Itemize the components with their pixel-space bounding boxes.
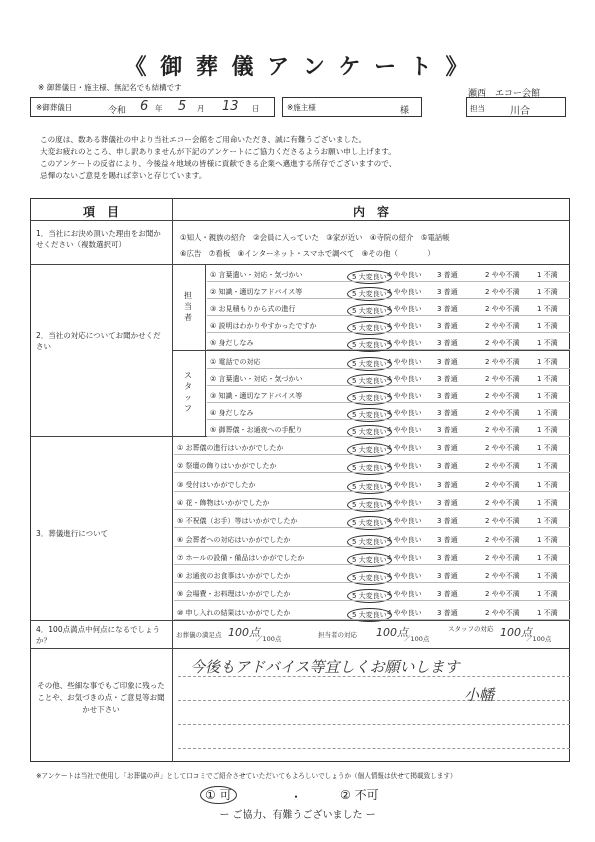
rating-item-label: ④ 身だしなみ (210, 409, 254, 417)
rating-item-label: ② 祭壇の飾りはいかがでしたか (177, 462, 277, 471)
rating-option[interactable]: 3 普通 (437, 358, 458, 366)
rating-option[interactable]: 2 やや不満 (485, 375, 520, 383)
rating-item-label: ③ お見積もりから式の進行 (210, 305, 296, 313)
rating-option[interactable]: 1 不満 (537, 375, 558, 383)
rating-option[interactable]: 3 普通 (437, 426, 458, 434)
rating-option[interactable]: 3 普通 (437, 339, 458, 347)
sponsor-label: ※施主様 (287, 103, 316, 112)
q1-options-1: ①知人・親族の紹介 ②会員に入っていた ③家が近い ④寺院の紹介 ⑤電話帳 (180, 233, 450, 242)
day-unit: 日 (252, 104, 260, 113)
rating-option[interactable]: 3 普通 (437, 517, 458, 526)
rating-option[interactable]: 3 普通 (437, 288, 458, 296)
content-header: 内 容 (352, 205, 389, 219)
date-label: ※御葬儀日 (36, 103, 73, 112)
rating-option[interactable]: 1 不満 (537, 339, 558, 347)
q5-label: その他、些細な事でもご印象に残ったことや、お気づきの点・ご意見等お聞かせ下さい (37, 681, 165, 714)
consent-separator: ・ (290, 790, 303, 804)
rating-option[interactable]: 4 やや良い (387, 535, 422, 544)
rating-option[interactable]: 3 普通 (437, 322, 458, 330)
q4-label: 4．100点満点中何点になるでしょうか？ (36, 625, 161, 645)
rating-option[interactable]: 4 やや良い (387, 590, 422, 599)
rating-option[interactable]: 1 不満 (537, 462, 558, 471)
rating-option[interactable]: 5 大変良い (347, 357, 392, 371)
rating-option[interactable]: 1 不満 (537, 358, 558, 366)
rating-option[interactable]: 4 やや良い (387, 572, 422, 581)
intro-line: この度は、数ある葬儀社の中より当社エコー会館をご用命いただき、誠に有難うございました。 (40, 135, 367, 144)
rating-item-label: ⑨ 会場費・お料理はいかがでしたか (177, 590, 291, 599)
rating-item-label: ⑤ 身だしなみ (210, 339, 254, 347)
rating-row (174, 602, 570, 626)
rating-option[interactable]: 5 大変良い (347, 498, 392, 512)
rating-option[interactable]: 2 やや不満 (485, 535, 520, 544)
rating-option[interactable]: 3 普通 (437, 480, 458, 489)
rating-item-label: ④ 説明はわかりやすかったですか (210, 322, 317, 330)
rating-option[interactable]: 5 大変良い (347, 374, 392, 388)
rating-option[interactable]: 3 普通 (437, 608, 458, 617)
rating-option[interactable]: 1 不満 (537, 409, 558, 417)
rating-option[interactable]: 5 大変良い (347, 571, 392, 585)
rating-option[interactable]: 1 不満 (537, 517, 558, 526)
rating-option[interactable]: 5 大変良い (347, 408, 392, 422)
rating-option[interactable]: 1 不満 (537, 426, 558, 434)
rating-option[interactable]: 4 やや良い (387, 608, 422, 617)
q1-label: 1．当社にお決め頂いた理由をお聞かせください（複数選択可） (36, 229, 161, 249)
rating-option[interactable]: 2 やや不満 (485, 358, 520, 366)
rating-option[interactable]: 4 やや良い (387, 358, 422, 366)
rating-item-label: ① お葬儀の進行はいかがでしたか (177, 444, 284, 452)
q4-a-unit: ／100点 (256, 635, 282, 643)
rating-option[interactable]: 5 大変良い (347, 608, 392, 622)
rating-option[interactable]: 4 やや良い (387, 271, 422, 279)
rating-option[interactable]: 2 やや不満 (485, 480, 520, 489)
rating-item-label: ① 言葉遣い・対応・気づかい (210, 271, 303, 279)
rating-option[interactable]: 2 やや不満 (485, 288, 520, 296)
rating-option[interactable]: 3 普通 (437, 572, 458, 581)
q4-b-value: 100点 (376, 626, 408, 639)
rating-item-label: ⑥ 会葬者への対応はいかがでしたか (177, 535, 291, 544)
staff-label: 担当 (470, 104, 485, 113)
rating-item-label: ③ 知識・適切なアドバイス等 (210, 392, 303, 400)
rating-option[interactable]: 5 大変良い (347, 391, 392, 405)
rating-option[interactable]: 5 大変良い (347, 270, 392, 284)
rating-option[interactable]: 1 不満 (537, 498, 558, 507)
rating-option[interactable]: 1 不満 (537, 590, 558, 599)
rating-option[interactable]: 1 不満 (537, 553, 558, 562)
month-unit: 月 (197, 104, 205, 113)
rating-option[interactable]: 2 やや不満 (485, 271, 520, 279)
rating-option[interactable]: 4 やや良い (387, 498, 422, 507)
rating-option[interactable]: 5 大変良い (347, 535, 392, 549)
rating-option[interactable]: 2 やや不満 (485, 590, 520, 599)
rating-option[interactable]: 1 不満 (537, 444, 558, 452)
year-unit: 年 (155, 104, 163, 113)
intro-text (40, 134, 396, 182)
rating-option[interactable]: 2 やや不満 (485, 517, 520, 526)
q3-label: 3．葬儀進行について (36, 529, 109, 538)
q5-comment: 今後もアドバイス等宜しくお願いします (190, 658, 460, 676)
rating-item-label: ⑩ 申し入れの結果はいかがでしたか (177, 608, 291, 617)
rating-option[interactable]: 3 普通 (437, 375, 458, 383)
item-header: 項 目 (82, 205, 119, 219)
era: 令和 (108, 106, 127, 116)
rating-option[interactable]: 2 やや不満 (485, 444, 520, 452)
rating-option[interactable]: 3 普通 (437, 590, 458, 599)
rating-option[interactable]: 1 不満 (537, 572, 558, 581)
rating-item-label: ③ 受付はいかがでしたか (177, 480, 256, 489)
rating-item-label: ② 知識・適切なアドバイス等 (210, 288, 303, 296)
rating-option[interactable]: 1 不満 (537, 322, 558, 330)
year-value: 6 (140, 99, 149, 114)
rating-option[interactable]: 4 やや良い (387, 553, 422, 562)
rating-option[interactable]: 5 大変良い (347, 553, 392, 567)
rating-option[interactable]: 2 やや不満 (485, 462, 520, 471)
rating-option[interactable]: 4 やや良い (387, 288, 422, 296)
rating-item-label: ① 電話での対応 (210, 358, 261, 366)
rating-option[interactable]: 4 やや良い (387, 480, 422, 489)
staff-name: 川合 (510, 106, 530, 117)
rating-option[interactable]: 3 普通 (437, 462, 458, 471)
rating-option[interactable]: 1 不満 (537, 535, 558, 544)
rating-option[interactable]: 3 普通 (437, 498, 458, 507)
rating-option[interactable]: 3 普通 (437, 409, 458, 417)
footer-note: ※アンケートは当社で使用し「お葬儀の声」として口コミでご紹介させていただいてもよろしいでしょうか（個人情報は伏せて掲載致します） (36, 772, 457, 780)
rating-option[interactable]: 3 普通 (437, 535, 458, 544)
rating-option[interactable]: 4 やや良い (387, 339, 422, 347)
group-staff-in-charge: 担当者 (184, 291, 192, 322)
rating-option[interactable]: 1 不満 (537, 392, 558, 400)
rating-item-label: ④ 花・飾物はいかがでしたか (177, 498, 270, 507)
q2-label: 2．当社の対応についてお聞かせください (36, 331, 161, 351)
rating-option[interactable]: 4 やや良い (387, 517, 422, 526)
rating-option[interactable]: 4 やや良い (387, 444, 422, 452)
q4-b-unit: ／100点 (404, 635, 430, 643)
intro-line: 忌憚のないご意見を賜れば幸いと存じています。 (40, 171, 207, 180)
rating-option[interactable]: 1 不満 (537, 271, 558, 279)
rating-option[interactable]: 5 大変良い (347, 461, 392, 475)
rating-option[interactable]: 2 やや不満 (485, 322, 520, 330)
rating-option[interactable]: 1 不満 (537, 305, 558, 313)
rating-option[interactable]: 2 やや不満 (485, 553, 520, 562)
rating-option[interactable]: 5 大変良い (347, 321, 392, 335)
rating-option[interactable]: 1 不満 (537, 480, 558, 489)
sponsor-suffix: 様 (400, 106, 410, 116)
rating-option[interactable]: 5 大変良い (347, 480, 392, 494)
rating-option[interactable]: 2 やや不満 (485, 498, 520, 507)
group-staff: スタッフ (184, 371, 192, 413)
rating-option[interactable]: 5 大変良い (347, 516, 392, 530)
rating-option[interactable]: 4 やや良い (387, 375, 422, 383)
q4-a-label: お葬儀の満足点 (176, 631, 222, 639)
rating-option[interactable]: 4 やや良い (387, 392, 422, 400)
rating-option[interactable]: 5 大変良い (347, 287, 392, 301)
q5-signature: 小幡 (464, 686, 495, 704)
rating-item-label: ⑧ お通夜のお食事はいかがでしたか (177, 572, 291, 581)
q4-c-unit: ／100点 (526, 635, 552, 643)
q1-options-2: ⑥広告 ⑦看板 ⑧インターネット・スマホで調べて ⑨その他（ ） (180, 249, 435, 258)
rating-option[interactable]: 1 不満 (537, 288, 558, 296)
q4-c-label: スタッフの対応 (448, 625, 494, 633)
rating-option[interactable]: 2 やや不満 (485, 392, 520, 400)
rating-option[interactable]: 2 やや不満 (485, 339, 520, 347)
rating-item-label: ⑤ 不祝儀（お手）等はいかがでしたか (177, 517, 298, 526)
rating-option[interactable]: 5 大変良い (347, 589, 392, 603)
page-title: 《 御 葬 儀 ア ン ケ ー ト 》 (124, 55, 471, 80)
consent-option-yes (200, 786, 237, 803)
q4-a-value: 100点 (228, 626, 260, 639)
rating-option[interactable]: 4 やや良い (387, 322, 422, 330)
rating-option[interactable]: 5 大変良い (347, 338, 392, 352)
rating-option[interactable]: 2 やや不満 (485, 608, 520, 617)
rating-option[interactable]: 4 やや良い (387, 426, 422, 434)
q4-b-label: 担当者の対応 (318, 631, 357, 639)
rating-option[interactable]: 2 やや不満 (485, 426, 520, 434)
month-value: 5 (178, 99, 187, 114)
rating-option[interactable]: 3 普通 (437, 392, 458, 400)
rating-option[interactable]: 2 やや不満 (485, 572, 520, 581)
consent-option-no: ② 不可 (340, 788, 379, 802)
thanks-message: ー ご協力、有難うございました ー (219, 810, 376, 821)
rating-option[interactable]: 3 普通 (437, 305, 458, 313)
rating-option[interactable]: 4 やや良い (387, 305, 422, 313)
rating-item-label: ② 言葉遣い・対応・気づかい (210, 375, 303, 383)
rating-option[interactable]: 4 やや良い (387, 462, 422, 471)
consent-yes-label: ① 可 (200, 786, 237, 804)
intro-line: このアンケートの反省により、今後益々地域の皆様に貢献できる企業へ邁進する所存でございますので、 (40, 159, 397, 168)
rating-item-label: ⑤ 御葬儀・お通夜への手配り (210, 426, 303, 434)
rating-option[interactable]: 4 やや良い (387, 409, 422, 417)
rating-option[interactable]: 3 普通 (437, 271, 458, 279)
rating-option[interactable]: 3 普通 (437, 444, 458, 452)
rating-option[interactable]: 2 やや不満 (485, 305, 520, 313)
rating-option[interactable]: 3 普通 (437, 553, 458, 562)
intro-line: 大変お疲れのところ、申し訳ありませんが下記のアンケートにご協力くださるようお願い申し上げます。 (40, 147, 396, 156)
header-note: ※ 御葬儀日・施主様、無記名でも結構です (38, 83, 182, 92)
rating-option[interactable]: 5 大変良い (347, 425, 392, 439)
rating-option[interactable]: 5 大変良い (347, 443, 392, 457)
rating-item-label: ⑦ ホールの設備・備品はいかがでしたか (177, 553, 305, 562)
q4-c-value: 100点 (500, 626, 532, 639)
day-value: 13 (222, 99, 239, 114)
rating-option[interactable]: 1 不満 (537, 608, 558, 617)
rating-option[interactable]: 2 やや不満 (485, 409, 520, 417)
company-name: 瀬西 エコー会館 (468, 89, 541, 99)
rating-option[interactable]: 5 大変良い (347, 304, 392, 318)
